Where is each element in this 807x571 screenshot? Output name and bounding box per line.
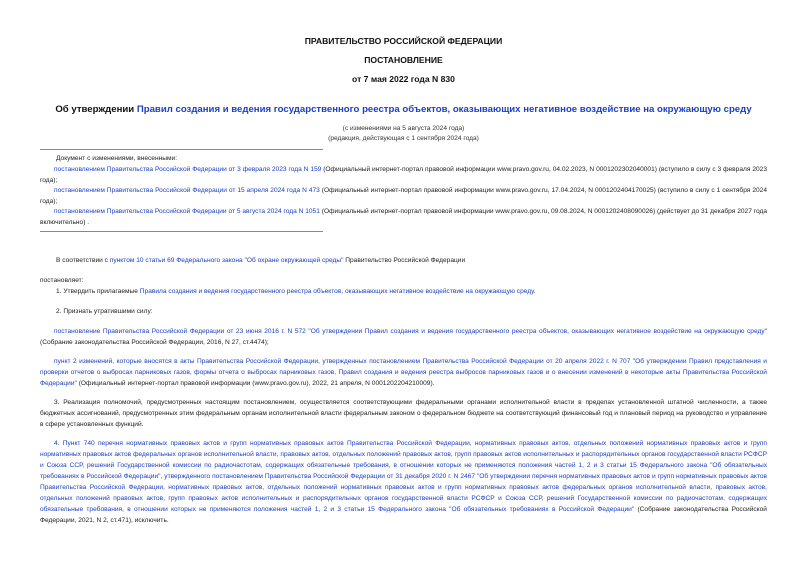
preamble: В соответствии с пунктом 10 статьи 69 Федерального закона "Об охране окружающей среды" Правительство Российской Федерации bbox=[56, 257, 466, 264]
paragraph-4-link[interactable]: 4. Пункт 740 перечня нормативных правовых актов и групп нормативных правовых актов Правительства Российской Федерации, нормативных правовых актов, отдельных положений нормативных правовых актов и групп нормативных правовых актов федеральных органов исполнительной власти, правовых актов, отдельных положений правовых актов, групп правовых актов исполнительных и распорядительных органов государственной власти РСФСР и Союза ССР, решений Государственной комиссии по радиочастотам, содержащих обязательные требования, в отношении которых не применяются положения частей 1, 2 и 3 статьи 15 Федерального закона "Об обязательных требованиях в Российской Федерации", утвержденного постановлением Правительства Российской Федерации от 31 декабря 2020 г. N 2467 "Об утверждении перечня нормативных правовых актов и групп нормативных правовых актов Правительства Российской Федерации, нормативных правовых актов, отдельных положений нормативных правовых актов и групп нормативных правовых актов федеральных органов исполнительной власти, правовых актов, отдельных положений правовых актов, групп правовых актов исполнительных и распорядительных органов государственной власти РСФСР и Союза ССР, решений Государственной комиссии по радиочастотам, содержащих обязательные требования, в отношении которых не применяются положения частей 1, 2 и 3 статьи 15 Федерального закона "Об обязательных требованиях в Российской Федерации" bbox=[40, 440, 767, 513]
government-heading: ПРАВИТЕЛЬСТВО РОССИЙСКОЙ ФЕДЕРАЦИИ bbox=[304, 36, 503, 46]
preamble-law-link[interactable]: пунктом 10 статьи 69 Федерального закона "Об охране окружающей среды" bbox=[109, 257, 344, 264]
document-type: ПОСТАНОВЛЕНИЕ bbox=[364, 55, 443, 65]
change-item-1-link[interactable]: постановлением Правительства Российской Федерации от 3 февраля 2023 года N 159 bbox=[54, 166, 322, 173]
changes-intro: Документ с изменениями, внесенными: bbox=[56, 155, 178, 162]
paragraph-2: 2. Признать утратившими силу: bbox=[56, 308, 153, 315]
edition-changes: (с изменениями на 5 августа 2024 года) bbox=[342, 125, 465, 132]
change-item-2: постановлением Правительства Российской Федерации от 15 апреля 2024 года N 473 (Официальный интернет-портал правовой информации www.pravo.gov.ru, 17.04.2024, N 0001202404170025) (вступило в силу с 1 сентября 2024 года); bbox=[40, 187, 767, 205]
edition-current: (редакция, действующая с 1 сентября 2024 года) bbox=[328, 135, 479, 142]
change-item-3-link[interactable]: постановлением Правительства Российской Федерации от 5 августа 2024 года N 1051 bbox=[54, 208, 320, 215]
paragraph-4: 4. Пункт 740 перечня нормативных правовых актов и групп нормативных правовых актов Правительства Российской Федерации, нормативных правовых актов, отдельных положений нормативных правовых актов и групп нормативных правовых актов федеральных органов исполнительной власти, правовых актов, отдельных положений правовых актов, групп правовых актов исполнительных и распорядительных органов государственной власти РСФСР и Союза ССР, решений Государственной комиссии по радиочастотам, содержащих обязательные требования, в отношении которых не применяются положения частей 1, 2 и 3 статьи 15 Федерального закона "Об обязательных требованиях в Российской Федерации", утвержденного постановлением Правительства Российской Федерации от 31 декабря 2020 г. N 2467 "Об утверждении перечня нормативных правовых актов и групп нормативных правовых актов Правительства Российской Федерации, нормативных правовых актов, отдельных положений нормативных правовых актов и групп нормативных правовых актов федеральных органов исполнительной власти, правовых актов, отдельных положений правовых актов, групп правовых актов исполнительных и распорядительных органов государственной власти РСФСР и Союза ССР, решений Государственной комиссии по радиочастотам, содержащих обязательные требования, в отношении которых не применяются положения частей 1, 2 и 3 статьи 15 Федерального закона "Об обязательных требованиях в Российской Федерации" (Собрание законодательства Российской Федерации, 2021, N 2, ст.471), исключить. bbox=[40, 440, 767, 524]
change-item-1: постановлением Правительства Российской Федерации от 3 февраля 2023 года N 159 (Официальный интернет-портал правовой информации www.pravo.gov.ru, 04.02.2023, N 0001202302040001) (вступило в силу с 3 февраля 2023 года); bbox=[40, 166, 768, 184]
paragraph-2b: пункт 2 изменений, которые вносятся в акты Правительства Российской Федерации, утвержденных постановлением Правительства Российской Федерации от 20 апреля 2022 г. N 707 "Об утверждении Правил представления и проверки отчетов о выбросах парниковых газов, формы отчета о выбросах парниковых газов, Правил создания и ведения реестра выбросов парниковых газов и о внесении изменений в некоторые акты Правительства Российской Федерации" (Официальный интернет-портал правовой информации (www.pravo.gov.ru), 2022, 21 апреля, N 0001202204210009). bbox=[40, 358, 767, 387]
change-item-3: постановлением Правительства Российской Федерации от 5 августа 2024 года N 1051 (Официальный интернет-портал правовой информации www.pravo.gov.ru, 09.08.2024, N 0001202408090026) (действует до 31 декабря 2027 года включительно) . bbox=[40, 208, 768, 226]
divider-top bbox=[40, 149, 323, 150]
paragraph-1-rules-link[interactable]: Правила создания и ведения государственного реестра объектов, оказывающих негативное воздействие на окружающую среду bbox=[139, 288, 534, 295]
paragraph-2a-link[interactable]: постановление Правительства Российской Федерации от 23 июня 2016 г. N 572 "Об утверждении Правил создания и ведения государственного реестра объектов, оказывающих негативное воздействие на окружающую среду" bbox=[54, 328, 767, 335]
date-number: от 7 мая 2022 года N 830 bbox=[352, 74, 455, 84]
change-item-2-link[interactable]: постановлением Правительства Российской Федерации от 15 апреля 2024 года N 473 bbox=[54, 187, 320, 194]
paragraph-2b-link[interactable]: пункт 2 изменений, которые вносятся в акты Правительства Российской Федерации, утвержденных постановлением Правительства Российской Федерации от 20 апреля 2022 г. N 707 "Об утверждении Правил представления и проверки отчетов о выбросах парниковых газов, формы отчета о выбросах парниковых газов, Правил создания и ведения реестра выбросов парниковых газов и о внесении изменений в некоторые акты Правительства Российской Федерации" bbox=[40, 358, 767, 387]
document-title bbox=[0, 104, 807, 115]
divider-bottom bbox=[40, 231, 323, 232]
paragraph-1: 1. Утвердить прилагаемые Правила создания и ведения государственного реестра объектов, оказывающих негативное воздействие на окружающую среду. bbox=[56, 288, 536, 295]
title-prefix: Об утверждении bbox=[55, 104, 137, 115]
title-rules-link[interactable]: Правил создания и ведения государственного реестра объектов, оказывающих негативное воздействие на окружающую среду bbox=[136, 104, 752, 115]
paragraph-2a: постановление Правительства Российской Федерации от 23 июня 2016 г. N 572 "Об утверждении Правил создания и ведения государственного реестра объектов, оказывающих негативное воздействие на окружающую среду" (Собрание законодательства Российской Федерации, 2016, N 27, ст.4474); bbox=[40, 328, 767, 346]
decides-label: постановляет: bbox=[40, 277, 84, 284]
paragraph-3: 3. Реализация полномочий, предусмотренных настоящим постановлением, осуществляется соответствующими федеральными органами исполнительной власти в пределах установленной штатной численности, а также бюджетных ассигнований, предусмотренных этим федеральным органам исполнительной власти федеральным законом о федеральном бюджете на соответствующий финансовый год и плановый период на руководство и управление в сфере установленных функций. bbox=[40, 399, 767, 428]
